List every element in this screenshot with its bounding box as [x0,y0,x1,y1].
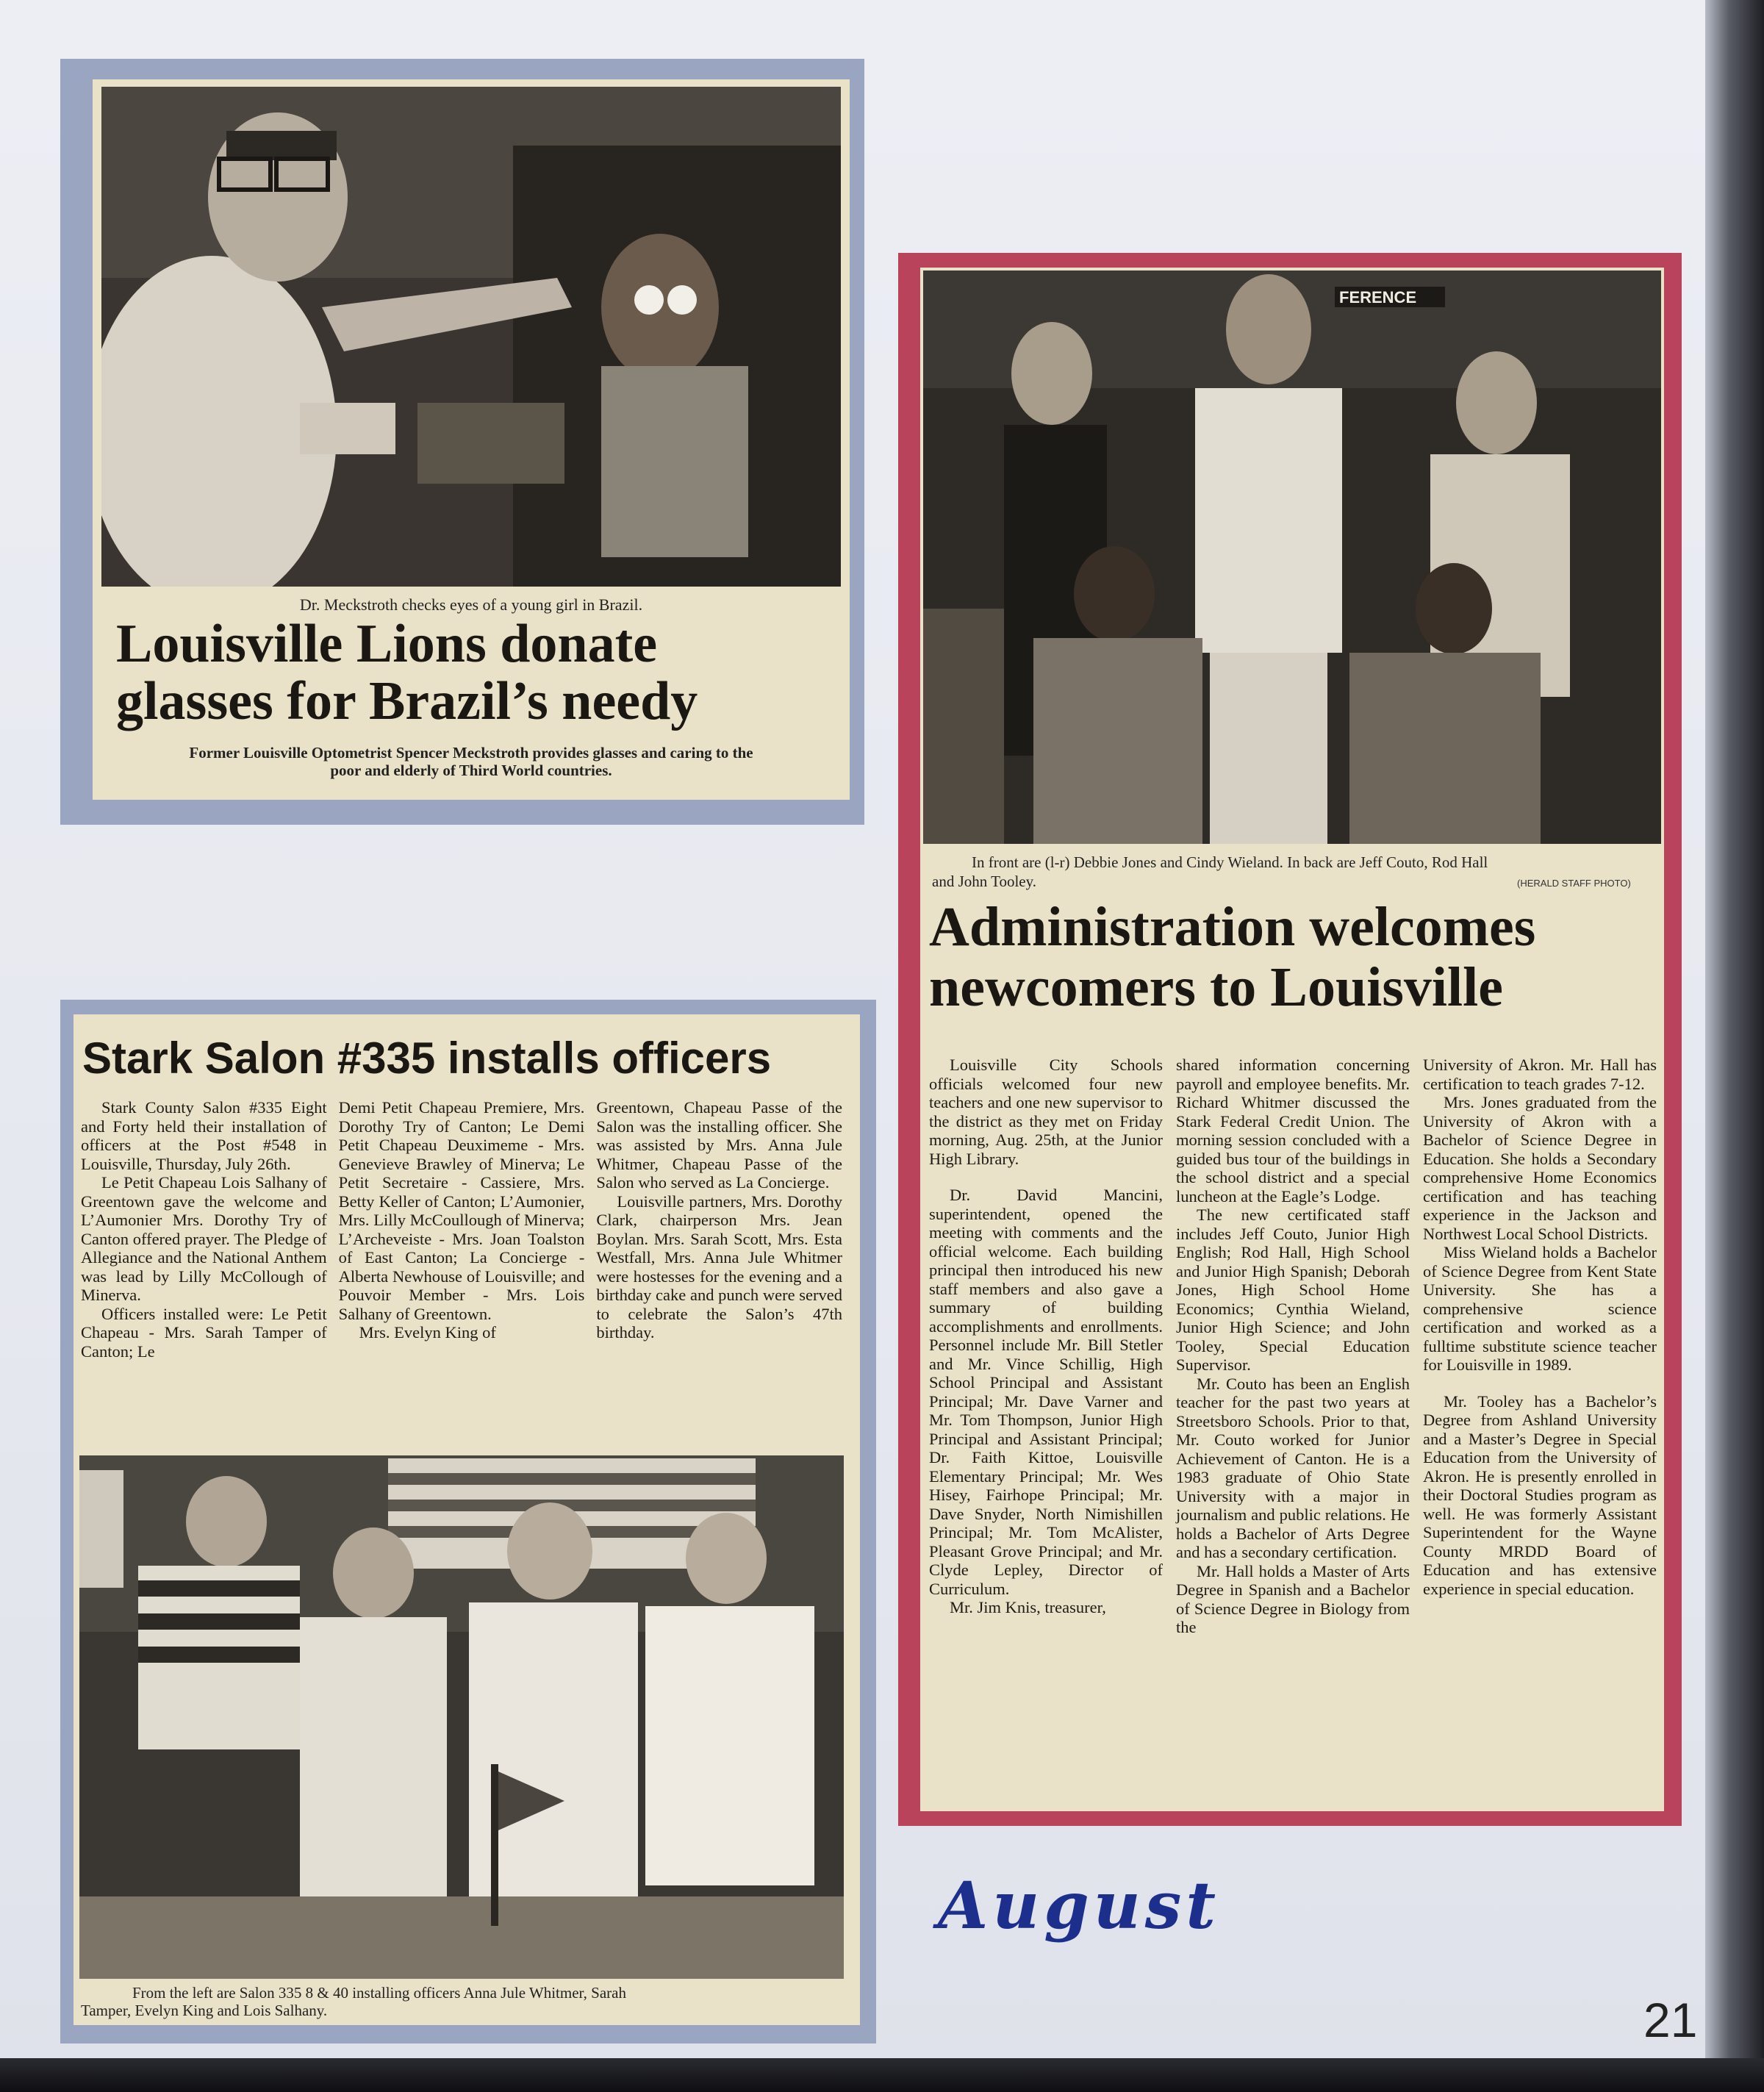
binding-shadow [1705,0,1764,2092]
salon-col3-p1: Greentown, Chapeau Passe of the Salon was the installing officer. She was assisted by Mrs. Anna Jule Whitmer, Chapeau Passe of the Salon who served as La Concierge. [596,1098,843,1192]
salon-col-1 [81,1098,327,1361]
admin-col3-p4: Mr. Tooley has a Bachelor’s Degree from Ashland University and a Master’s Degree in Special Education from the University of Akron. He is presently enrolled in their Doctoral Studies program as well. He was formerly Assistant Superintendent for the Wayne County MRDD Board of Education and has extensive experience in special education. [1423,1391,1657,1598]
admin-headline-line2: newcomers to Louisville [929,956,1504,1018]
admin-col1-p3: Mr. Jim Knis, treasurer, [950,1598,1106,1616]
admin-col3-p1: University of Akron. Mr. Hall has certification to teach grades 7-12. [1423,1056,1657,1093]
salon-col1-p2: Le Petit Chapeau Lois Salhany of Greentown gave the welcome and L’Aumonier Mrs. Dorothy Try of Canton offered prayer. The Pledge of Allegiance and the National Anthem was lead by Lilly McCollough of Minerva. [81,1173,327,1304]
admin-col2-p4: Mr. Hall holds a Master of Arts Degree in Spanish and a Bachelor of Science Degree in Biology from the [1176,1561,1410,1636]
admin-col-2 [1176,1056,1410,1637]
admin-col3-p3: Miss Wieland holds a Bachelor of Science Degree from Kent State University. She has a comprehensive science certification and worked as a fulltime substitute science teacher for Louisville in 1989. [1423,1243,1657,1374]
salon-col-3 [596,1098,842,1361]
admin-col-1 [929,1056,1163,1637]
admin-col3-p2: Mrs. Jones graduated from the University of Akron with a Bachelor of Science Degree in Education. She holds a Secondary comprehensive Home Economics certification and has teaching experience in the Jackson and Northwest Local School Districts. [1423,1093,1657,1243]
salon-photo [79,1455,844,1979]
lions-clipping [93,79,850,800]
salon-headline: Stark Salon #335 installs officers [82,1034,772,1083]
lions-subhead-line2: poor and elderly of Third World countries. [330,762,612,779]
salon-col-2 [339,1098,585,1361]
admin-photo [923,271,1661,844]
lions-caption: Dr. Meckstroth checks eyes of a young girl in Brazil. [299,595,643,614]
month-label: August [938,1867,1220,1944]
salon-caption-line2: Tamper, Evelyn King and Lois Salhany. [81,2002,328,2019]
admin-col2-p3: Mr. Couto has been an English teacher for the past two years at Streetsboro Schools. Prior to that, Mr. Couto worked for Junior Achievement of Canton. He is a 1983 graduate of Ohio State University with a major in journalism and public relations. He holds a Bachelor of Arts Degree and has a secondary certification. [1176,1374,1410,1561]
salon-col2-p1: Demi Petit Chapeau Premiere, Mrs. Dorothy Try of Canton; Le Demi Petit Chapeau Deuximeme - Mrs. Genevieve Brawley of Minerva; Le Petit Secretaire - Cassiere, Mrs. Betty Keller of Canton; L’Aumonier, Mrs. Lilly McCoullough of Minerva; L’Archeveiste - Mrs. Joan Toalston of East Canton; La Concierge - Alberta Newhouse of Louisville; and Pouvoir Member - Mrs. Lois Salhany of Greentown. [338,1098,585,1323]
admin-col1-p2: Dr. David Mancini, superintendent, opened the meeting with comments and the official welcome. Each building principal then introduced his new staff members and also gave a summary of building accomplishments and enrollments. Personnel include Mr. Bill Stetler and Mr. Vince Schillig, High School Principal and Assistant Principal; Mr. Dave Varner and Mr. Tom Thompson, Junior High Principal and Assistant Principal; Dr. Faith Kittoe, Louisville Elementary Principal; Mr. Wes Hisey, Fairhope Principal; Mr. Dave Snyder, North Nimishillen Principal; Mr. Tom McAlister, Pleasant Grove Principal; and Mr. Clyde Lepley, Director of Curriculum. [929,1186,1163,1598]
salon-clipping [74,1014,860,2025]
admin-photo-credit: (HERALD STAFF PHOTO) [1517,878,1631,889]
admin-col1-p1: Louisville City Schools officials welcomed four new teachers and one new supervisor to the district as they met on Friday morning, Aug. 25th, at the Junior High Library. [929,1056,1163,1168]
admin-col-3 [1423,1056,1657,1637]
salon-col1-p3: Officers installed were: Le Petit Chapeau - Mrs. Sarah Tamper of Canton; Le [81,1304,327,1361]
admin-photo-sign-text: FERENCE [1339,288,1417,307]
salon-col1-p1: Stark County Salon #335 Eight and Forty held their installation of officers at the Post #548 in Louisville, Thursday, July 26th. [81,1098,327,1173]
salon-col3-p2: Louisville partners, Mrs. Dorothy Clark, chairperson Mrs. Jean Boylan. Mrs. Sarah Scott, Mrs. Esta Westfall, Mrs. Anna Jule Whitmer were hostesses for the evening and a birthday cake and punch were served to celebrate the Salon’s 47th birthday. [596,1192,843,1341]
admin-clipping [920,268,1664,1811]
salon-col2-p2: Mrs. Evelyn King of [359,1323,496,1341]
salon-article-body [81,1098,842,1361]
lions-photo [101,87,841,587]
page-number: 21 [1643,1993,1698,2047]
admin-col2-p1: shared information concerning payroll and employee benefits. Mr. Richard Whitmer discussed the Stark Federal Credit Union. The morning session concluded with a guided bus tour of the buildings in the school district and a special luncheon at the Eagle’s Lodge. [1176,1056,1410,1206]
admin-article-body [929,1056,1657,1637]
page-bottom-edge [0,2058,1764,2092]
lions-headline-line1: Louisville Lions donate [116,614,658,674]
admin-col2-p2: The new certificated staff includes Jeff Couto, Junior High English; Rod Hall, High School and Junior High Spanish; Deborah Jones, High School Home Economics; Cynthia Wieland, Junior High Science; and John Tooley, Special Education Supervisor. [1176,1206,1410,1374]
salon-caption-line1: From the left are Salon 335 8 & 40 installing officers Anna Jule Whitmer, Sarah [132,1984,626,2002]
lions-headline-line2: glasses for Brazil’s needy [116,671,698,731]
admin-headline-line1: Administration welcomes [929,896,1536,958]
lions-subhead-line1: Former Louisville Optometrist Spencer Meckstroth provides glasses and caring to the [189,744,753,762]
admin-caption-line2: and John Tooley. [932,873,1037,890]
admin-caption-line1: In front are (l-r) Debbie Jones and Cindy Wieland. In back are Jeff Couto, Rod Hall [972,853,1488,871]
